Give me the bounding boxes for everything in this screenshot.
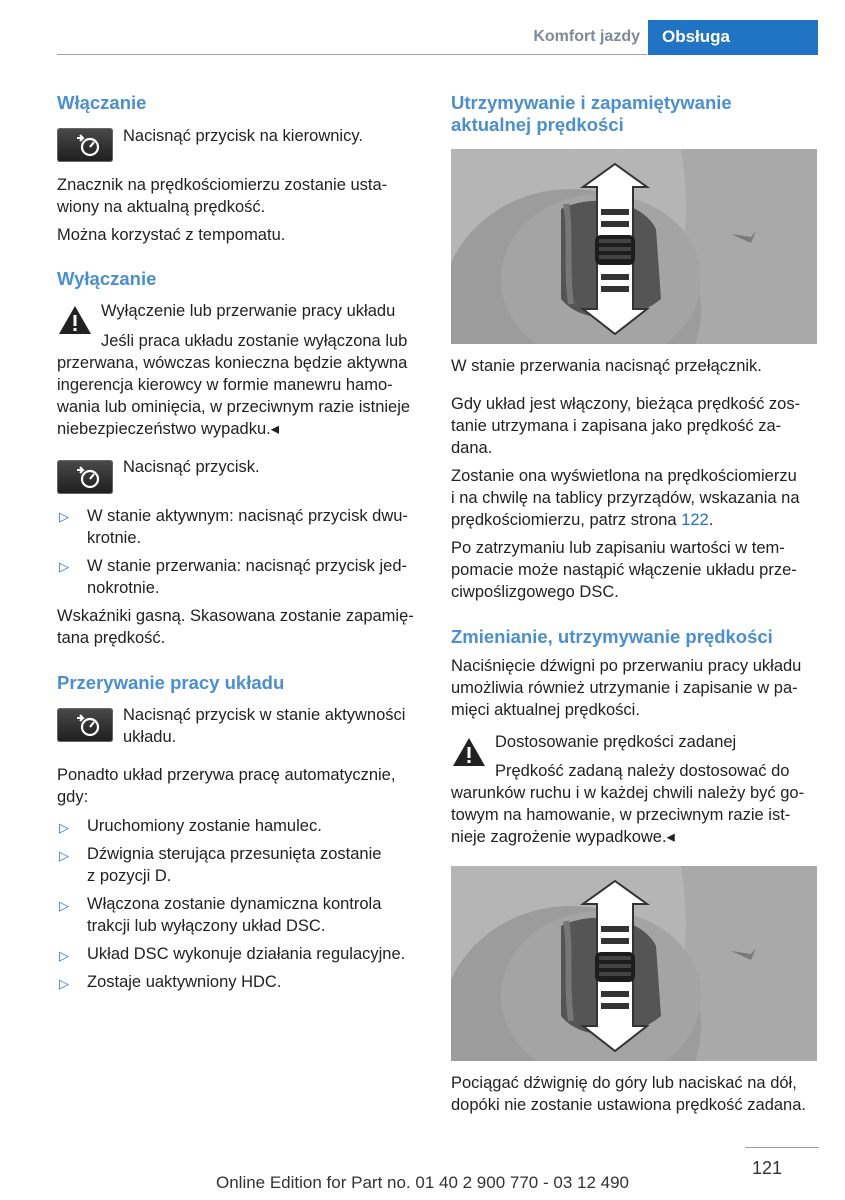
- list-item-2-line2: z pozycji D.: [87, 867, 172, 885]
- p1-line2: wiony na aktualną prędkość.: [57, 198, 266, 216]
- rp4-line1: Naciśnięcie dźwigni po przerwaniu pracy układu: [451, 657, 802, 675]
- heading-zmienianie: Zmienianie, utrzymywanie prędkości: [451, 626, 773, 647]
- p1-line1: Znacznik na prędkościomierzu zostanie usta-: [57, 176, 388, 194]
- rp2-line2: i na chwilę na tablicy przyrządów, wskazania na: [451, 489, 800, 507]
- rp1-line3: dana.: [451, 439, 493, 457]
- steering-wheel-lever-photo: [451, 149, 817, 344]
- rp3-line3: ciwpoślizgowego DSC.: [451, 583, 619, 601]
- bullet2-line1: W stanie przerwania: nacisnąć przycisk jed-: [87, 557, 408, 575]
- header-rule: [57, 54, 647, 55]
- rp4-line2: umożliwia również utrzymanie i zapisanie w pa-: [451, 679, 798, 697]
- heading-utrzymywanie-line1: Utrzymywanie i zapamiętywanie: [451, 92, 732, 113]
- page-number-rule: [745, 1147, 819, 1148]
- warn1-line5: niebezpieczeństwo wypadku.◂: [57, 420, 279, 438]
- warn1-line3: ingerencja kierowcy w formie manewru hamo-: [57, 376, 393, 394]
- caption-2-line1: Pociągać dźwignię do góry lub naciskać na dół,: [451, 1074, 797, 1092]
- bullet-icon: ▷: [59, 976, 69, 991]
- heading-przerywanie: Przerywanie pracy układu: [57, 672, 285, 693]
- page-link-122[interactable]: 122: [681, 511, 709, 529]
- warning-icon: [451, 735, 487, 769]
- steering-wheel-lever-photo: [451, 866, 817, 1061]
- p4-line2: gdy:: [57, 788, 89, 806]
- rp2-line3-end: .: [708, 511, 714, 529]
- caption-1: W stanie przerwania nacisnąć przełącznik.: [451, 357, 762, 375]
- warning-icon: [57, 303, 93, 337]
- rp2-line1: Zostanie ona wyświetlona na prędkościomierzu: [451, 467, 797, 485]
- warn2-line3: towym na hamowanie, w przeciwnym razie ist-: [451, 806, 791, 824]
- footer-edition: Online Edition for Part no. 01 40 2 900 770 - 03 12 490: [215, 1173, 629, 1192]
- rp3-line1: Po zatrzymaniu lub zapisaniu wartości w tem-: [451, 539, 785, 557]
- bullet-icon: ▷: [59, 898, 69, 913]
- p3-line2: tana prędkość.: [57, 629, 166, 647]
- btn2-text: Nacisnąć przycisk.: [123, 458, 260, 476]
- bullet1-line2: krotnie.: [87, 529, 142, 547]
- p4-line1: Ponadto układ przerywa pracę automatycznie,: [57, 766, 396, 784]
- cruise-control-button-icon: [57, 708, 113, 742]
- page-number: 121: [752, 1158, 783, 1178]
- warn2-line1: Prędkość zadaną należy dostosować do: [495, 762, 790, 780]
- rp4-line3: mięci aktualnej prędkości.: [451, 701, 640, 719]
- list-item-3-line2: trakcji lub wyłączony układ DSC.: [87, 917, 326, 935]
- rp1-line1: Gdy układ jest włączony, bieżąca prędkość zos-: [451, 395, 801, 413]
- list-item-3-line1: Włączona zostanie dynamiczna kontrola: [87, 895, 382, 913]
- bullet-icon: ▷: [59, 509, 69, 524]
- bullet-icon: ▷: [59, 948, 69, 963]
- header-section-title: Komfort jazdy: [533, 28, 640, 45]
- heading-wylaczanie: Wyłączanie: [57, 268, 157, 289]
- bullet-icon: ▷: [59, 559, 69, 574]
- header-tab: Obsługa: [648, 20, 818, 55]
- heading-wlaczanie: Włączanie: [57, 92, 147, 113]
- bullet-icon: ▷: [59, 848, 69, 863]
- rp3-line2: pomacie może nastąpić włączenie układu prze-: [451, 561, 797, 579]
- warn1-line1: Jeśli praca układu zostanie wyłączona lub: [101, 332, 408, 350]
- rp2-line3-text: prędkościomierzu, patrz strona: [451, 511, 682, 529]
- rp2-line3: [451, 509, 713, 531]
- caption-2-line2: dopóki nie zostanie ustawiona prędkość zadana.: [451, 1096, 806, 1114]
- warn1-title: Wyłączenie lub przerwanie pracy układu: [101, 302, 396, 320]
- btn3-line2: układu.: [123, 728, 177, 746]
- p3-line1: Wskaźniki gasną. Skasowana zostanie zapamię-: [57, 607, 414, 625]
- list-item-4: Układ DSC wykonuje działania regulacyjne.: [87, 945, 406, 963]
- warn2-title: Dostosowanie prędkości zadanej: [495, 733, 737, 751]
- heading-utrzymywanie-line2: aktualnej prędkości: [451, 114, 624, 135]
- warn1-line4: wania lub ominięcia, w przeciwnym razie istnieje: [57, 398, 411, 416]
- btn1-text: Nacisnąć przycisk na kierownicy.: [123, 127, 363, 145]
- btn3-line1: Nacisnąć przycisk w stanie aktywności: [123, 706, 406, 724]
- p2: Można korzystać z tempomatu.: [57, 226, 286, 244]
- bullet2-line2: nokrotnie.: [87, 579, 160, 597]
- warn1-line2: przerwana, wówczas konieczna będzie aktywna: [57, 354, 408, 372]
- bullet-icon: ▷: [59, 820, 69, 835]
- list-item-5: Zostaje uaktywniony HDC.: [87, 973, 282, 991]
- cruise-control-button-icon: [57, 460, 113, 494]
- warn2-line4: nieje zagrożenie wypadkowe.◂: [451, 828, 675, 846]
- cruise-control-button-icon: [57, 128, 113, 162]
- warn2-line2: warunków ruchu i w każdej chwili należy być go-: [451, 784, 805, 802]
- list-item-2-line1: Dźwignia sterująca przesunięta zostanie: [87, 845, 382, 863]
- list-item-1: Uruchomiony zostanie hamulec.: [87, 817, 322, 835]
- rp1-line2: tanie utrzymana i zapisana jako prędkość za-: [451, 417, 782, 435]
- bullet1-line1: W stanie aktywnym: nacisnąć przycisk dwu-: [87, 507, 408, 525]
